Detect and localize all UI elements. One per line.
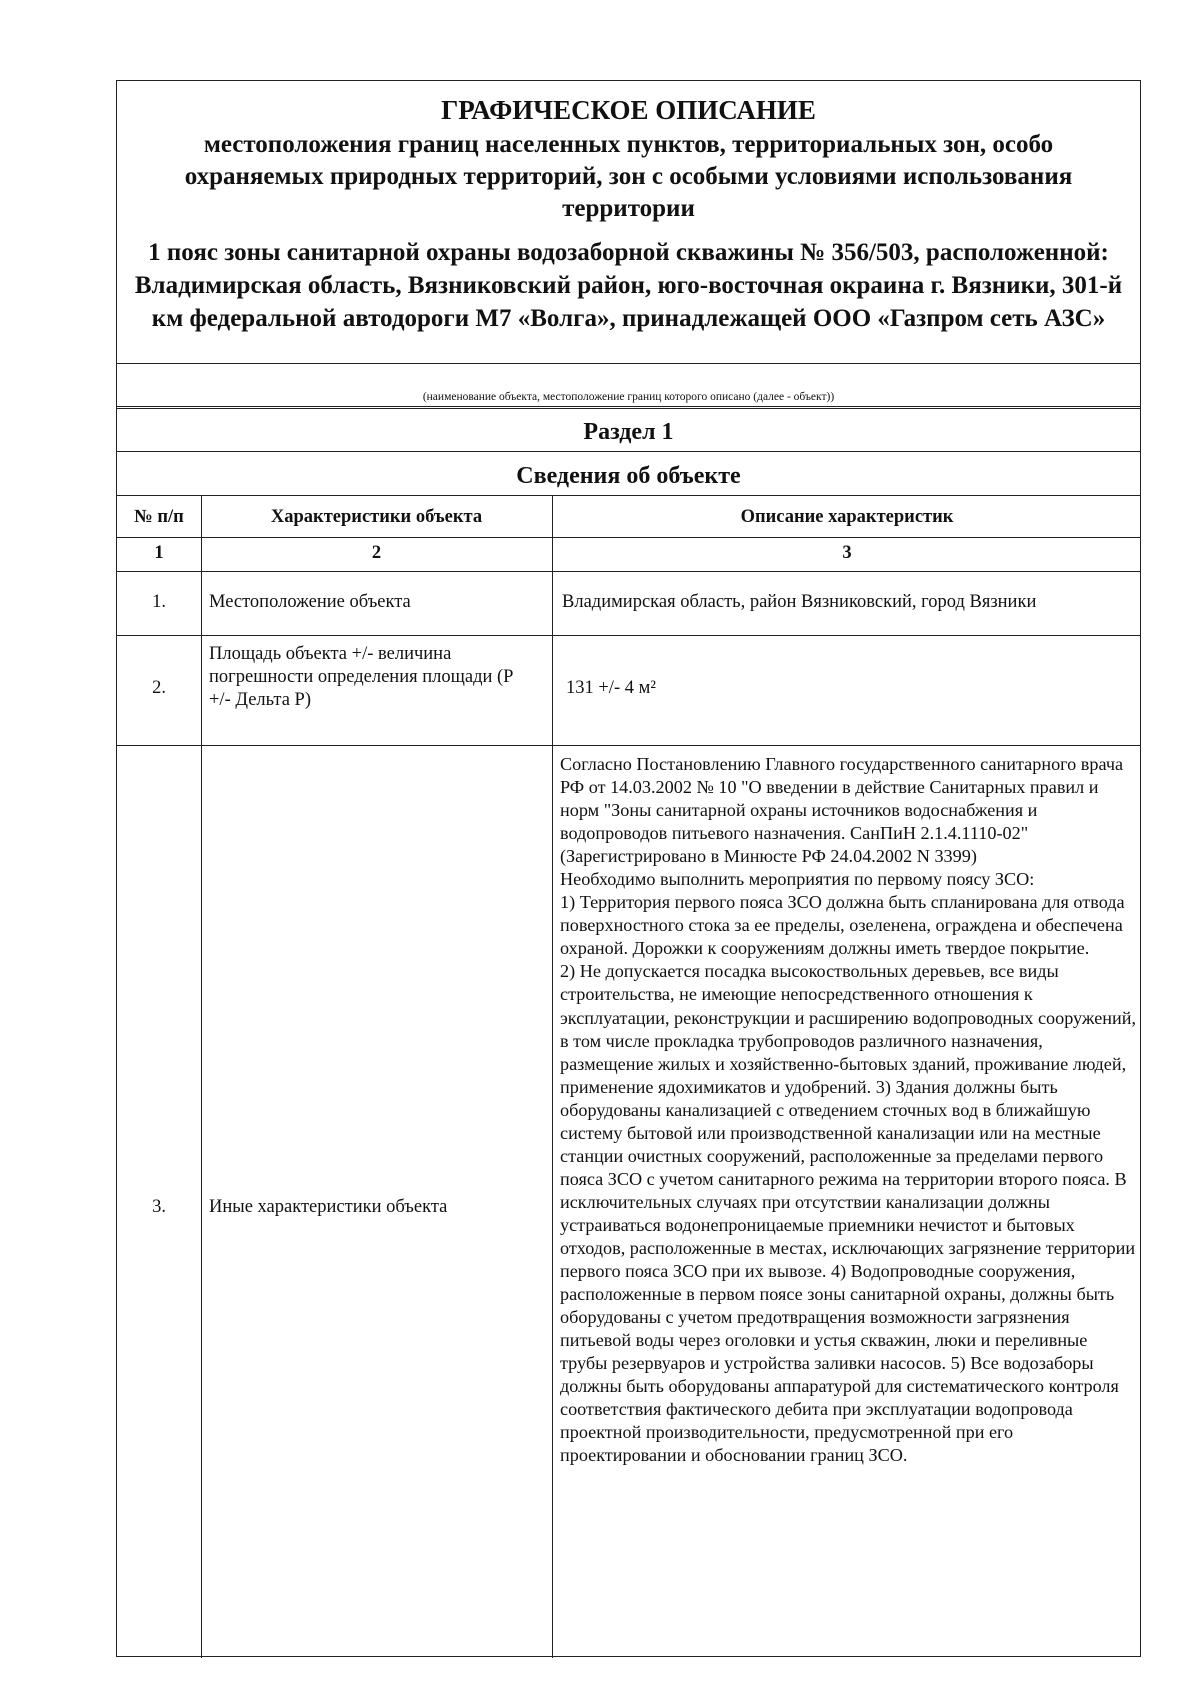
- column-divider: [552, 495, 553, 1658]
- description-paragraph: Согласно Постановлению Главного государственного санитарного врача РФ от 14.03.2002 № 10 "О введении в действие Санитарных правил и норм "Зоны санитарной охраны источников водоснабжения и водопроводов питьевого назначения. СанПиН 2.1.4.1110-02" (Зарегистрировано в Минюсте РФ 24.04.2002 N 3399): [560, 754, 1124, 867]
- col-number-2: 2: [371, 543, 382, 563]
- divider: [117, 406, 1140, 407]
- row-description: Владимирская область, район Вязниковский, город Вязники: [562, 592, 1037, 612]
- document-title: ГРАФИЧЕСКОЕ ОПИСАНИЕ: [441, 95, 816, 125]
- table-top-line: [117, 495, 1140, 496]
- document-subtitle: местоположения границ населенных пунктов, территориальных зон, особо охраняемых природных территорий, зон с особыми условиями использования территории: [184, 131, 1073, 222]
- table-line: [117, 537, 1140, 538]
- header-description: Описание характеристик: [740, 507, 954, 527]
- col-number-1: 1: [154, 543, 164, 563]
- object-caption: (наименование объекта, местоположение границ которого описано (далее - объект)): [422, 391, 835, 403]
- divider: [117, 408, 1140, 409]
- object-name: 1 пояс зоны санитарной охраны водозаборной скважины № 356/503, расположенной: Владимирская область, Вязниковский район, юго-восточная окраина г. Вязники, 301-й км федеральной автодороги М7 «Волга», принадлежащей ООО «Газпром сеть АЗС»: [134, 239, 1123, 332]
- column-divider: [201, 495, 202, 1658]
- section-label: Раздел 1: [583, 419, 674, 445]
- row-name: Площадь объекта +/- величина погрешности определения площади (Р +/- Дельта Р): [209, 644, 514, 710]
- row-number: 1.: [152, 592, 166, 612]
- row-description: 131 +/- 4 м²: [566, 678, 656, 698]
- table-line: [117, 745, 1140, 746]
- row-number: 3.: [152, 1197, 166, 1217]
- document-frame: [116, 80, 1141, 1657]
- row-description: [560, 753, 1138, 1467]
- divider: [117, 363, 1140, 364]
- divider: [117, 451, 1140, 452]
- header-characteristics: Характеристики объекта: [270, 507, 483, 527]
- section-title: Сведения об объекте: [516, 463, 741, 489]
- row-number: 2.: [152, 678, 166, 698]
- table-line: [117, 571, 1140, 572]
- description-paragraph: Необходимо выполнить мероприятия по первому поясу ЗСО:: [560, 869, 1035, 890]
- header-num: № п/п: [134, 507, 184, 527]
- description-paragraph: 2) Не допускается посадка высокоствольных деревьев, все виды строительства, не имеющие непосредственного отношения к эксплуатации, реконструкции и расширению водопроводных сооружений, в том числе прокладка трубопроводов различного назначения, размещение жилых и хозяйственно-бытовых зданий, проживание людей, применение ядохимикатов и удобрений. 3) Здания должны быть оборудованы канализацией с отведением сточных вод в ближайшую систему бытовой или производственной канализации или на местные станции очистных сооружений, расположенные за пределами первого пояса ЗСО с учетом санитарного режима на территории второго пояса. В исключительных случаях при отсутствии канализации должны устраиваться водонепроницаемые приемники нечистот и бытовых отходов, расположенные в местах, исключающих загрязнение территории первого пояса ЗСО при их вывозе. 4) Водопроводные сооружения, расположенные в первом поясе зоны санитарной охраны, должны быть оборудованы с учетом предотвращения возможности загрязнения питьевой воды через оголовки и устья скважин, люки и переливные трубы резервуаров и устройства заливки насосов. 5) Все водозаборы должны быть оборудованы аппаратурой для систематического контроля соответствия фактического дебита при эксплуатации водопровода проектной производительности, предусмотренной при его проектировании и обосновании границ ЗСО.: [560, 961, 1137, 1466]
- row-name: Иные характеристики объекта: [209, 1197, 448, 1217]
- description-paragraph: 1) Территория первого пояса ЗСО должна быть спланирована для отвода поверхностного стока за ее пределы, озеленена, ограждена и обеспечена охраной. Дорожки к сооружениям должны иметь твердое покрытие.: [560, 892, 1125, 959]
- col-number-3: 3: [842, 543, 852, 563]
- row-name: Местоположение объекта: [209, 592, 411, 612]
- table-line: [117, 635, 1140, 636]
